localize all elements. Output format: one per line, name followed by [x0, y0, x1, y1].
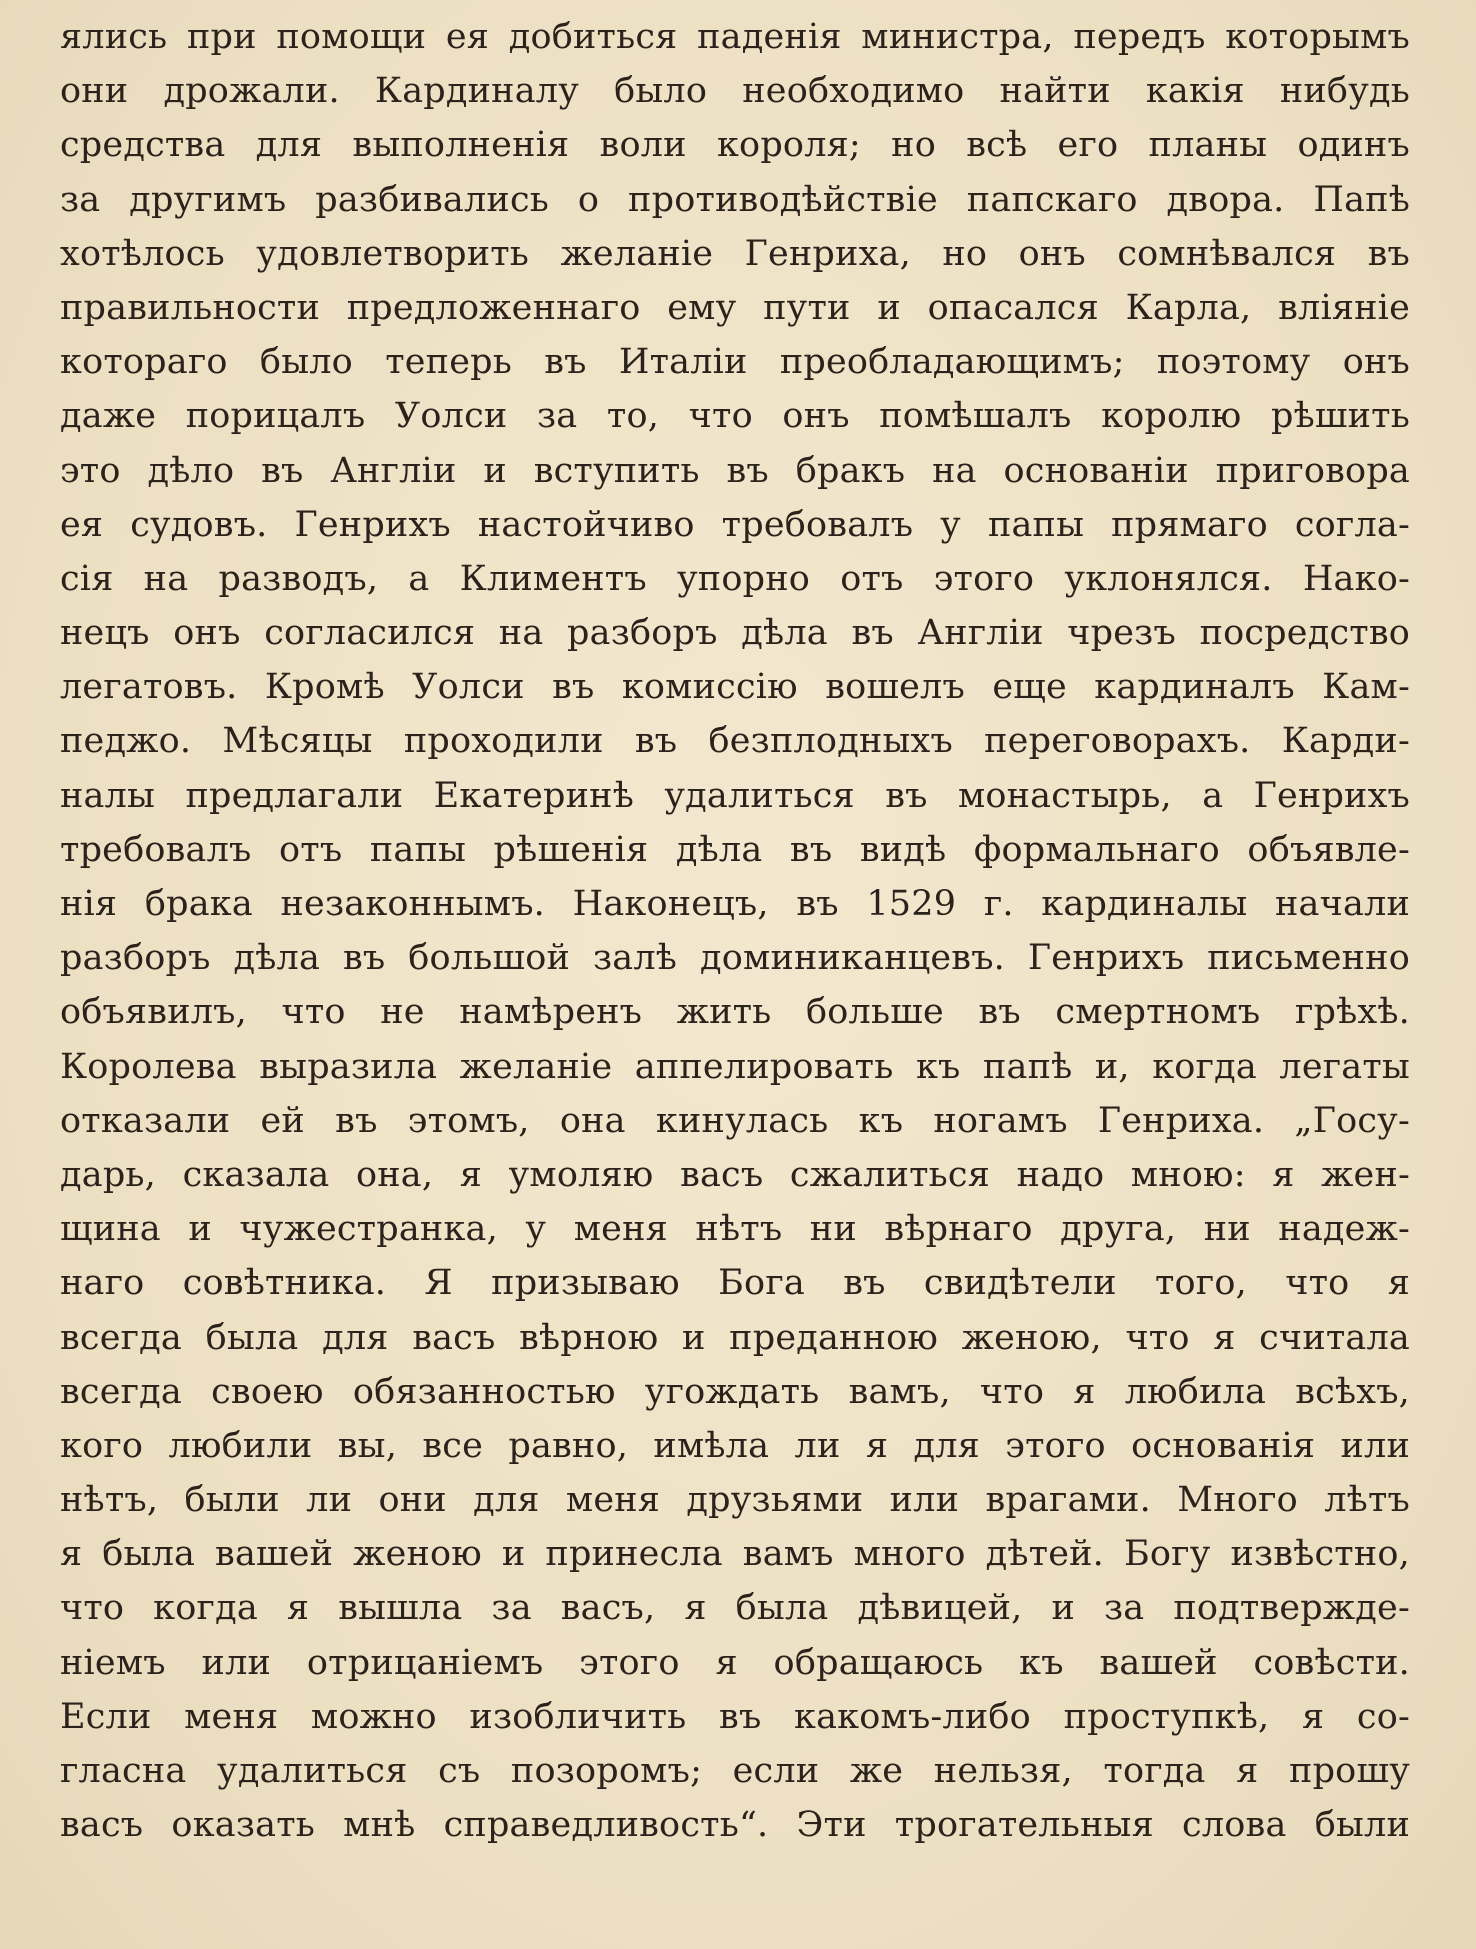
text-line: васъ оказать мнѣ справедливость“. Эти трогательныя слова были [60, 1805, 1410, 1846]
text-line: налы предлагали Екатеринѣ удалиться въ монастырь, а Генрихъ [60, 775, 1410, 816]
text-line: ніемъ или отрицаніемъ этого я обращаюсь къ вашей совѣсти. [60, 1642, 1410, 1683]
text-line: котораго было теперь въ Италіи преобладающимъ; поэтому онъ [60, 342, 1410, 383]
text-line: всегда своею обязанностью угождать вамъ, что я любила всѣхъ, [60, 1371, 1410, 1412]
text-line: что когда я вышла за васъ, я была дѣвицей, и за подтвержде- [60, 1588, 1410, 1629]
text-line: педжо. Мѣсяцы проходили въ безплодныхъ переговорахъ. Карди- [60, 721, 1410, 762]
page-text [60, 10, 1410, 1852]
text-line: ялись при помощи ея добиться паденія министра, передъ которымъ [60, 17, 1410, 57]
text-line: гласна удалиться съ позоромъ; если же нельзя, тогда я прошу [60, 1751, 1410, 1791]
text-line: я была вашей женою и принесла вамъ много дѣтей. Богу извѣстно, [60, 1534, 1410, 1575]
text-line: хотѣлось удовлетворить желаніе Генриха, но онъ сомнѣвался въ [60, 233, 1410, 274]
text-line: средства для выполненія воли короля; но всѣ его планы одинъ [60, 125, 1410, 166]
text-line: Если меня можно изобличить въ какомъ-либо проступкѣ, я со- [60, 1696, 1410, 1737]
text-line: ея судовъ. Генрихъ настойчиво требовалъ у папы прямаго согла- [60, 504, 1410, 545]
text-line: нецъ онъ согласился на разборъ дѣла въ Англіи чрезъ посредство [60, 613, 1410, 654]
text-line: легатовъ. Кромѣ Уолси въ комиссію вошелъ еще кардиналъ Кам- [60, 667, 1410, 708]
text-line: нѣтъ, были ли они для меня друзьями или врагами. Много лѣтъ [60, 1480, 1410, 1521]
text-line: отказали ей въ этомъ, она кинулась къ ногамъ Генриха. „Госу- [60, 1100, 1410, 1141]
text-line: щина и чужестранка, у меня нѣтъ ни вѣрнаго друга, ни надеж- [60, 1209, 1410, 1250]
text-line: правильности предложеннаго ему пути и опасался Карла, вліяніе [60, 287, 1410, 328]
text-line: наго совѣтника. Я призываю Бога въ свидѣтели того, что я [60, 1263, 1410, 1304]
text-line: за другимъ разбивались о противодѣйствіе папскаго двора. Папѣ [60, 179, 1410, 220]
text-line: требовалъ отъ папы рѣшенія дѣла въ видѣ формальнаго объявле- [60, 829, 1410, 870]
text-line: это дѣло въ Англіи и вступить въ бракъ на основаніи приговора [60, 450, 1410, 491]
text-line: всегда была для васъ вѣрною и преданною женою, что я считала [60, 1317, 1410, 1358]
text-line: сія на разводъ, а Климентъ упорно отъ этого уклонялся. Нако- [60, 558, 1410, 599]
text-line: Королева выразила желаніе аппелировать къ папѣ и, когда легаты [60, 1046, 1410, 1087]
text-line: нія брака незаконнымъ. Наконецъ, въ 1529 г. кардиналы начали [60, 884, 1410, 924]
text-line: даже порицалъ Уолси за то, что онъ помѣшалъ королю рѣшить [60, 396, 1410, 437]
text-line: они дрожали. Кардиналу было необходимо найти какія нибудь [60, 71, 1410, 112]
text-line: дарь, сказала она, я умоляю васъ сжалиться надо мною: я жен- [60, 1154, 1410, 1195]
text-line: кого любили вы, все равно, имѣла ли я для этого основанія или [60, 1425, 1410, 1466]
text-line: объявилъ, что не намѣренъ жить больше въ смертномъ грѣхѣ. [60, 992, 1410, 1033]
text-line: разборъ дѣла въ большой залѣ доминиканцевъ. Генрихъ письменно [60, 938, 1410, 979]
